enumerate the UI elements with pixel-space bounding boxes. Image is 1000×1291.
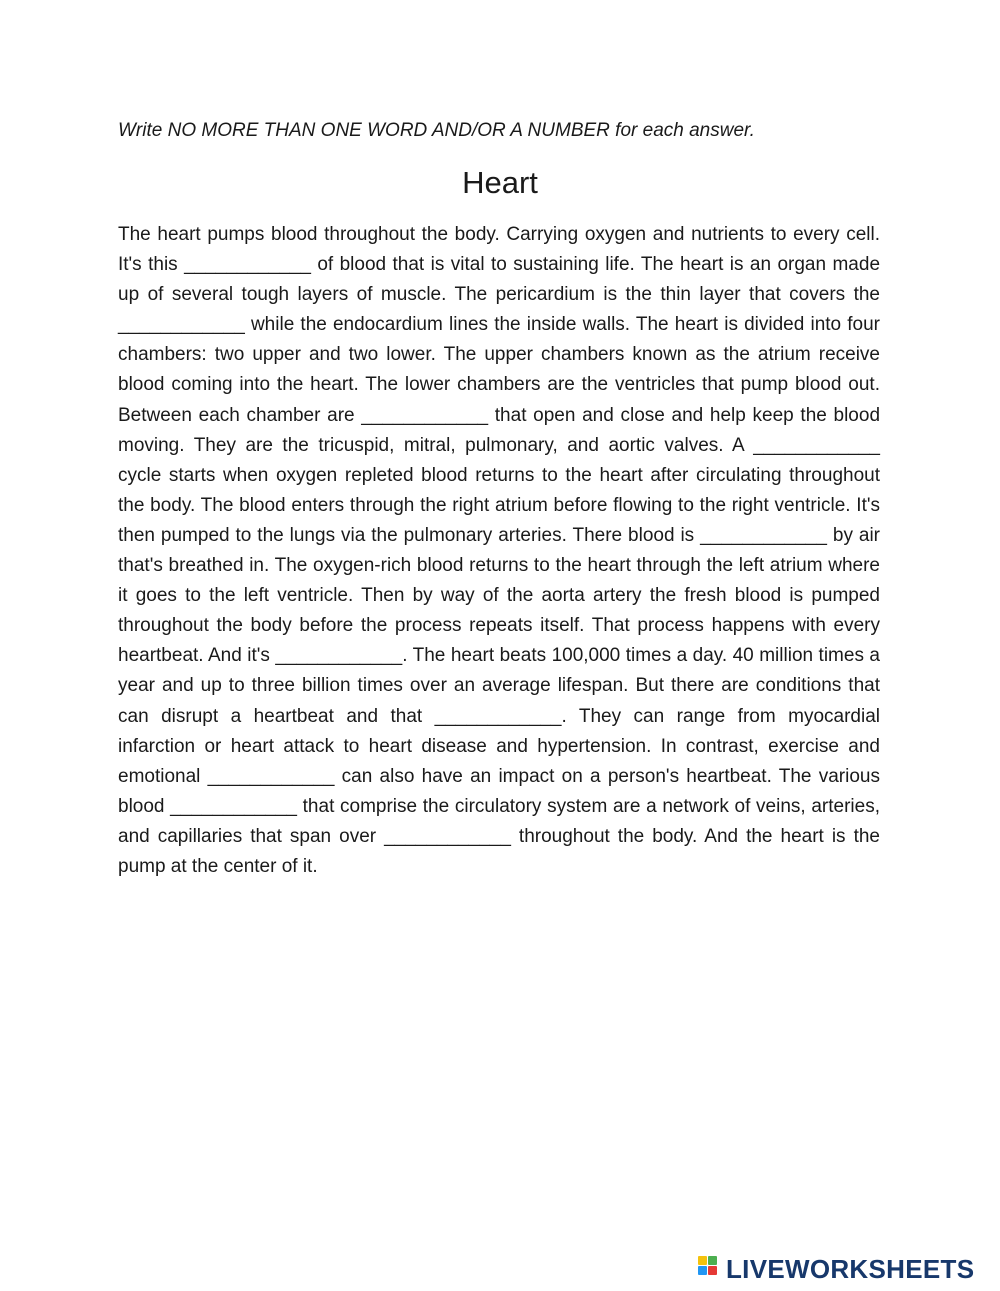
- logo-mark-icon: [698, 1256, 722, 1282]
- answer-blank-7[interactable]: ____________: [434, 705, 562, 727]
- answer-blank-4[interactable]: ____________: [753, 434, 880, 456]
- passage-segment: . The heart beats 100,000 times a day. 40 million times a year and up to three billion times over an average lifespan. But there are conditions that can disrupt a heartbeat and that: [118, 645, 880, 727]
- logo-text: LIVEWORKSHEETS: [726, 1253, 975, 1284]
- answer-blank-6[interactable]: ____________: [275, 645, 403, 667]
- page-title: Heart: [462, 165, 538, 200]
- passage-text: [118, 220, 880, 882]
- passage-segment: of blood that is vital to sustaining life. The heart is an organ made up of several tough layers of muscle. The pericardium is the thin layer that covers the: [118, 254, 881, 306]
- logo-square-blue: [698, 1266, 707, 1275]
- passage-segment: that open and close and help keep the blood moving. They are the tricuspid, mitral, pulmonary, and aortic valves. A: [118, 404, 881, 456]
- passage-segment: while the endocardium lines the inside walls. The heart is divided into four chambers: two upper and two lower. The upper chambers known as the atrium receive blood coming into the heart. The lower chambers are the ventricles that pump blood out. Between each chamber are: [118, 314, 880, 426]
- answer-blank-9[interactable]: ____________: [170, 795, 297, 817]
- passage-segment: by air that's breathed in. The oxygen-rich blood returns to the heart through the left atrium where it goes to the left ventricle. Then by way of the aorta artery the fresh blood is pumped throughout the body before the process repeats itself. That process happens with every heartbeat. And it's: [118, 524, 880, 667]
- answer-blank-2[interactable]: ____________: [118, 314, 245, 336]
- passage-segment: that comprise the circulatory system are a network of veins, arteries, and capillaries that span over: [118, 795, 880, 847]
- answer-blank-5[interactable]: ____________: [700, 524, 827, 546]
- answer-blank-1[interactable]: ____________: [184, 254, 311, 276]
- passage-segment: The heart pumps blood throughout the body. Carrying oxygen and nutrients to every cell. It's this: [118, 224, 880, 276]
- instruction-text: Write NO MORE THAN ONE WORD AND/OR A NUMBER for each answer.: [118, 120, 755, 141]
- passage-segment: cycle starts when oxygen repleted blood returns to the heart after circulating throughout the body. The blood enters through the right atrium before flowing to the right ventricle. It's then pumped to the lungs via the pulmonary arteries. There blood is: [118, 464, 880, 546]
- passage-segment: . They can range from myocardial infarction or heart attack to heart disease and hypertension. In contrast, exercise and emotional: [118, 705, 880, 787]
- passage-segment: throughout the body. And the heart is the pump at the center of it.: [118, 825, 880, 877]
- logo-square-red: [708, 1266, 717, 1275]
- liveworksheets-logo: [698, 1254, 974, 1284]
- answer-blank-8[interactable]: ____________: [207, 765, 335, 787]
- answer-blank-3[interactable]: ____________: [361, 404, 489, 426]
- logo-square-yellow: [698, 1256, 707, 1265]
- answer-blank-10[interactable]: ____________: [384, 825, 511, 847]
- passage-segment: can also have an impact on a person's heartbeat. The various blood: [118, 765, 880, 817]
- logo-square-green: [708, 1256, 717, 1265]
